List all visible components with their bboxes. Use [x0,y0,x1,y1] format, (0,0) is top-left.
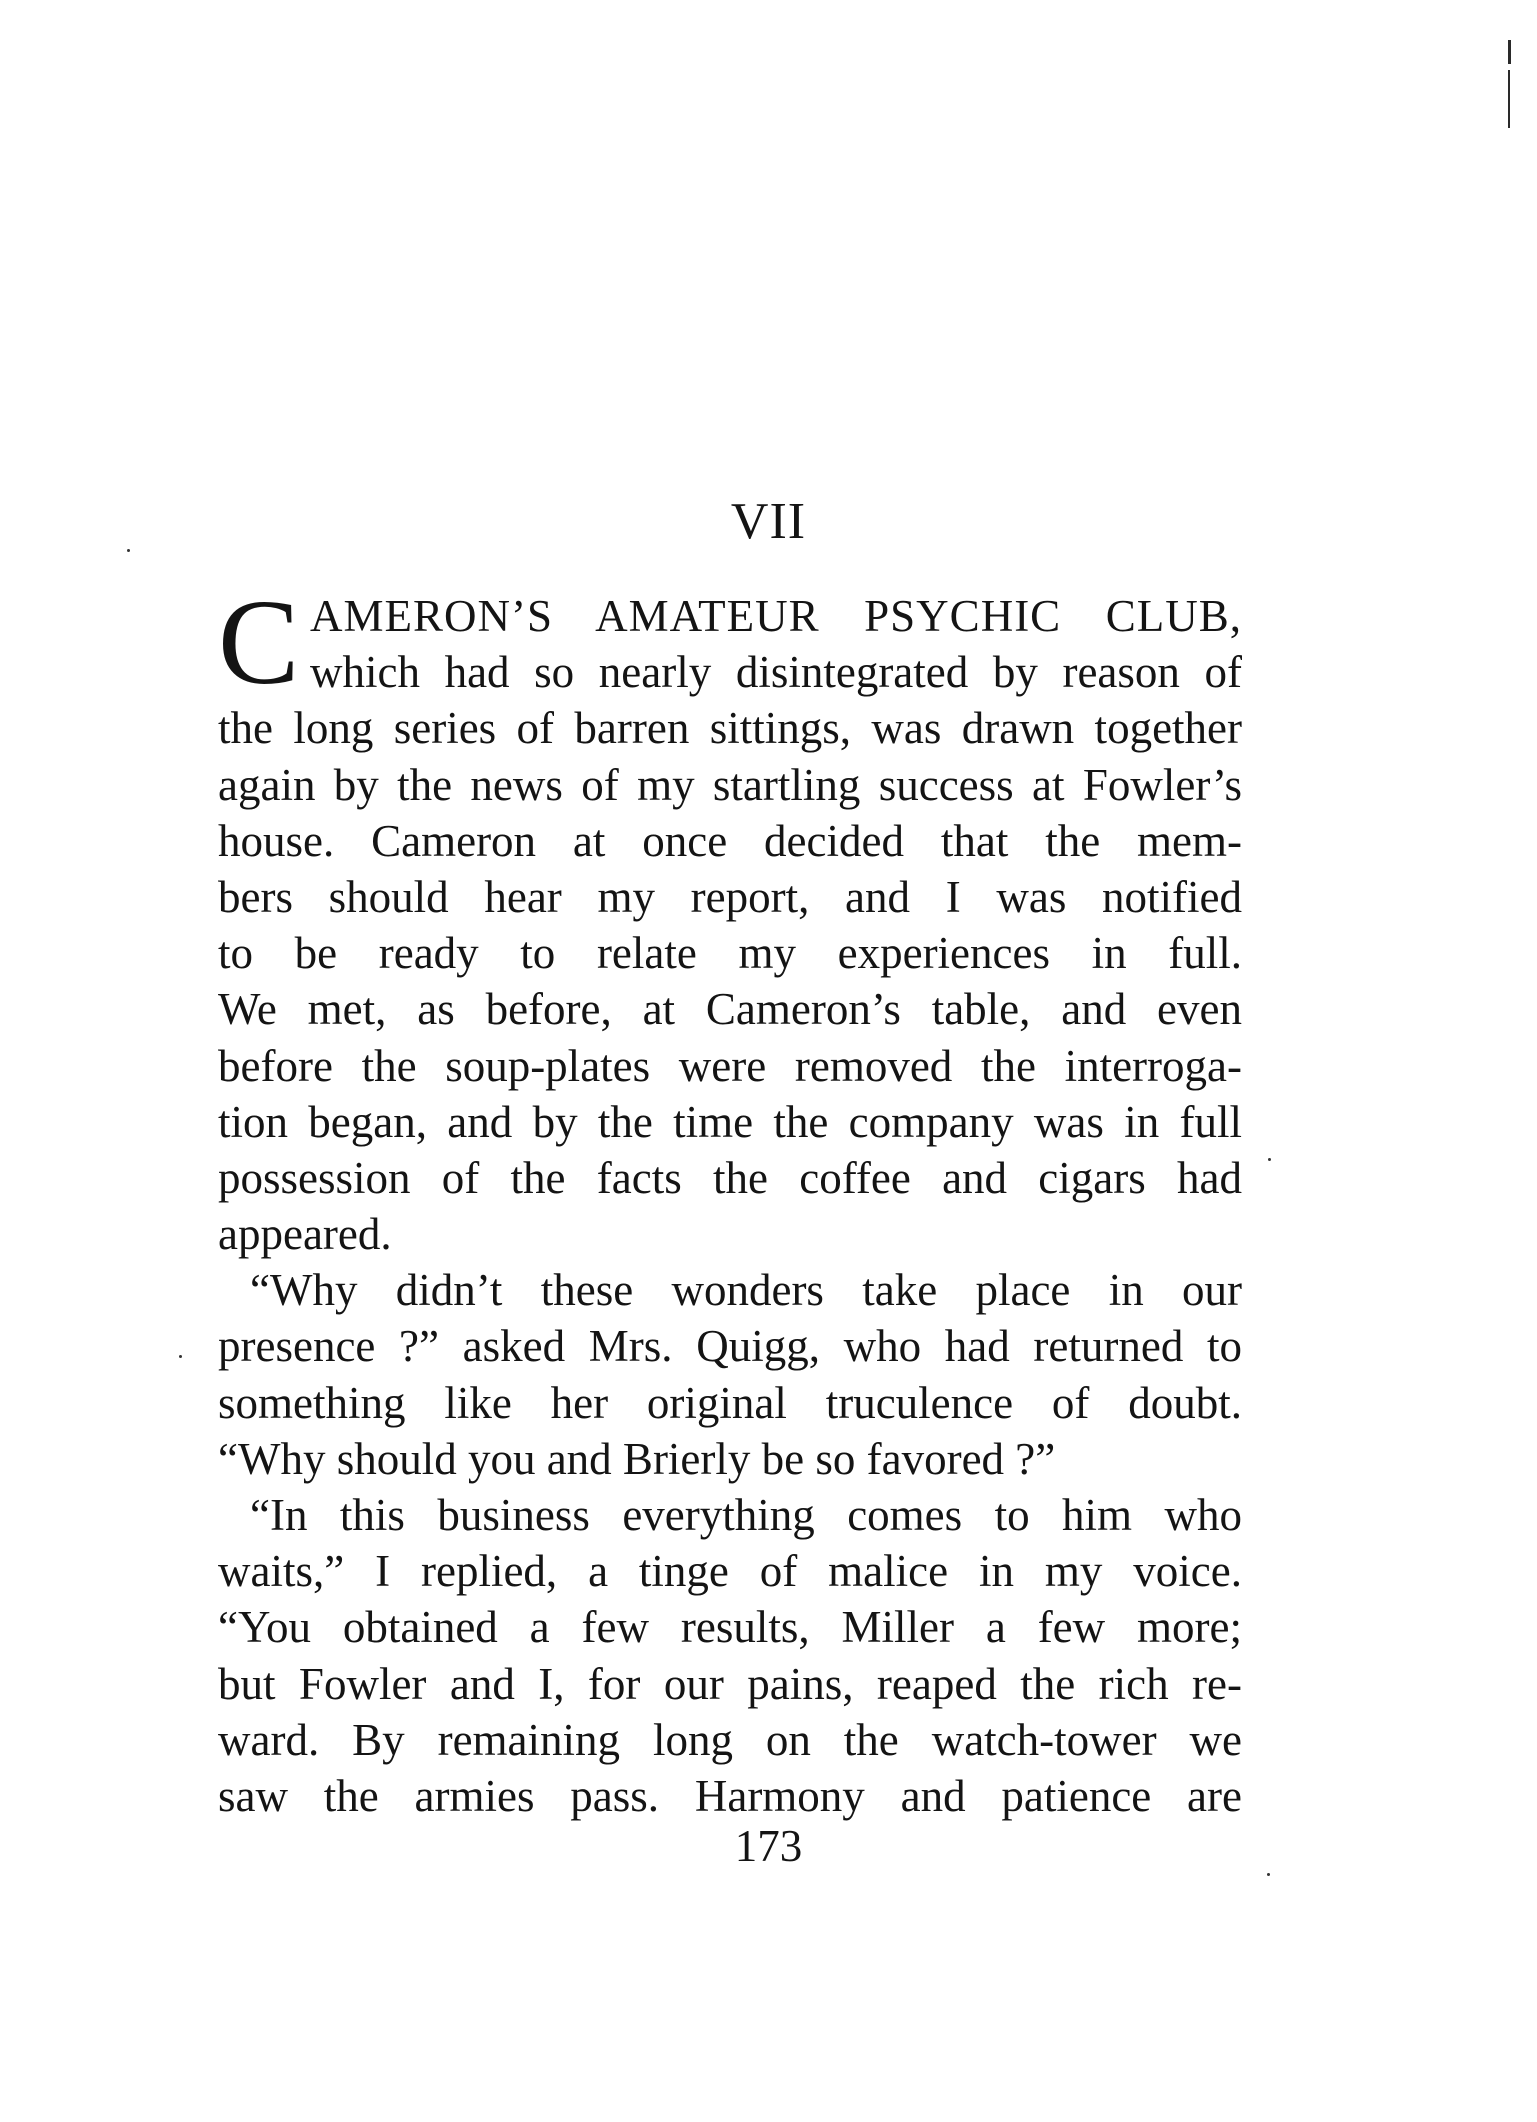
text-line: bers should hear my report, and I was notified [218,871,1242,922]
text-line: “Why should you and Brierly be so favored ?” [218,1433,1056,1484]
text-line: “In this business everything comes to him who [250,1490,1242,1540]
drop-cap: C [218,575,300,710]
scan-speck [1268,1158,1271,1161]
binding-edge-mark [1508,40,1511,64]
page-number: 173 [734,1821,803,1871]
text-line: tion began, and by the time the company was in full [218,1096,1242,1147]
text-line: “Why didn’t these wonders take place in our [250,1265,1242,1316]
text-line: appeared. [218,1209,392,1260]
text-line: possession of the facts the coffee and cigars had [218,1152,1242,1203]
text-line: presence ?” asked Mrs. Quigg, who had returned to [218,1321,1242,1372]
chapter-text [218,575,1242,1824]
text-line: saw the armies pass. Harmony and patience are [218,1770,1242,1821]
scan-speck [179,1355,182,1358]
text-line: to be ready to relate my experiences in full. [218,928,1242,979]
text-line: “You obtained a few results, Miller a few more; [218,1602,1242,1653]
text-line: We met, as before, at Cameron’s table, and even [218,984,1242,1035]
text-line: again by the news of my startling success at Fowler’s [218,759,1242,810]
text-line: waits,” I replied, a tinge of malice in my voice. [218,1546,1242,1597]
text-line: AMERON’S AMATEUR PSYCHIC CLUB, [310,591,1242,641]
text-line: which had so nearly disintegrated by reason of [310,647,1242,698]
text-line: ward. By remaining long on the watch-tower we [218,1714,1242,1765]
text-line: something like her original truculence of doubt. [218,1377,1242,1428]
text-line: but Fowler and I, for our pains, reaped the rich re- [218,1658,1242,1709]
text-line: house. Cameron at once decided that the mem- [218,815,1242,866]
text-line: before the soup-plates were removed the interroga- [218,1040,1242,1091]
text-line: the long series of barren sittings, was drawn together [218,703,1242,754]
chapter-heading: VII [730,493,807,550]
binding-edge-mark [1508,70,1510,128]
